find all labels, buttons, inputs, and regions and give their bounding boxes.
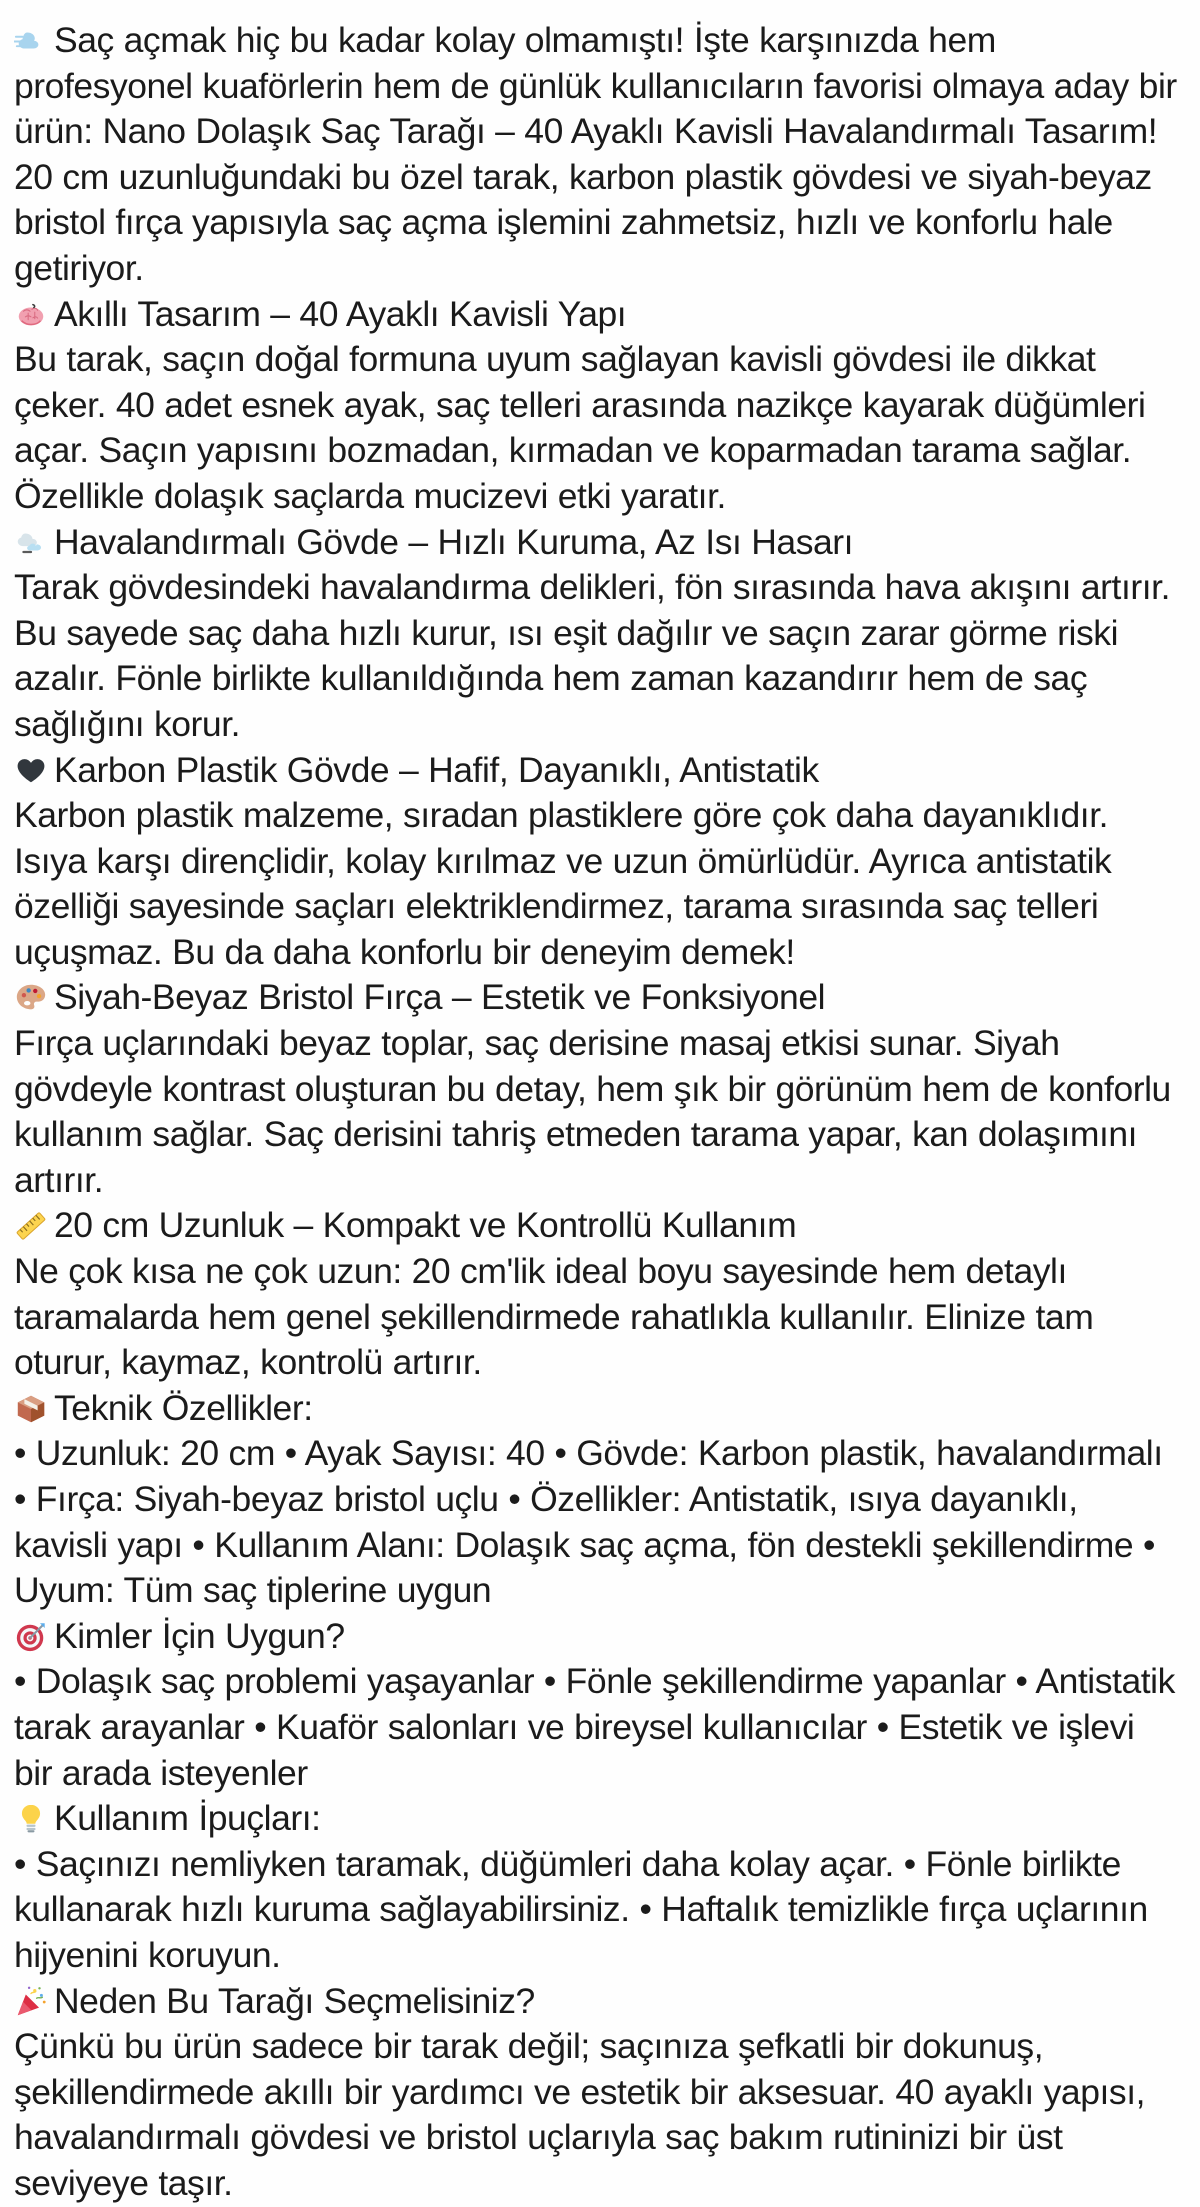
intro-text: Saç açmak hiç bu kadar kolay olmamıştı! İşte karşınızda hem profesyonel kuaförlerin hem de günlük kullanıcıların favorisi olmaya aday bir ürün: Nano Dolaşık Saç Tarağı – 40 Ayaklı Kavisli Havalandırmalı Tasarım! 20 cm uzunluğundaki bu özel tarak, karbon plastik gövdesi ve siyah-beyaz bristol fırça yapısıyla saç açma işlemini zahmetsiz, hızlı ve konforlu hale getiriyor. [14, 20, 1177, 288]
section-heading-text: Neden Bu Tarağı Seçmelisiniz? [54, 1980, 535, 2021]
section-heading-bristol-firca [14, 975, 1178, 1021]
direct-hit-icon [14, 1620, 48, 1654]
section-body-havalandirmali-govde: Tarak gövdesindeki havalandırma delikleri, fön sırasında hava akışını artırır. Bu sayede saç daha hızlı kurur, ısı eşit dağılır ve saçın zarar görme riski azalır. Fönle birlikte kullanıldığında hem zaman kazandırır hem de saç sağlığını korur. [14, 567, 1170, 744]
black-heart-icon [14, 754, 48, 788]
section-heading-text: Akıllı Tasarım – 40 Ayaklı Kavisli Yapı [54, 293, 627, 334]
section-body-kimler-icin-uygun: • Dolaşık saç problemi yaşayanlar • Fönle şekillendirme yapanlar • Antistatik tarak arayanlar • Kuaför salonları ve bireysel kullanıcılar • Estetik ve işlevi bir arada isteyenler [14, 1661, 1175, 1793]
section-heading-kimler-icin-uygun [14, 1614, 1178, 1660]
section-heading-karbon-plastik [14, 748, 1178, 794]
wind-blowing-icon [14, 526, 48, 560]
section-heading-text: Teknik Özellikler: [54, 1387, 313, 1428]
section-body-bristol-firca: Fırça uçlarındaki beyaz toplar, saç derisine masaj etkisi sunar. Siyah gövdeyle kontrast oluşturan bu detay, hem şık bir görünüm hem de konforlu kullanım sağlar. Saç derisini tahriş etmeden tarama yapar, kan dolaşımını artırır. [14, 1023, 1171, 1200]
section-heading-text: Havalandırmalı Gövde – Hızlı Kuruma, Az Isı Hasarı [54, 521, 854, 562]
brain-icon [14, 298, 48, 332]
section-heading-akilli-tasarim [14, 292, 1178, 338]
artist-palette-icon [14, 981, 48, 1015]
section-heading-kullanim-ipuclari [14, 1796, 1178, 1842]
section-heading-neden-secmelisiniz [14, 1979, 1178, 2025]
light-bulb-icon [14, 1802, 48, 1836]
section-body-neden-secmelisiniz: Çünkü bu ürün sadece bir tarak değil; saçınıza şefkatli bir dokunuş, şekillendirmede akıllı bir yardımcı ve estetik bir aksesuar. 40 ayaklı yapısı, havalandırmalı gövdesi ve bristol uçlarıyla saç bakım rutininizi bir üst seviyeye taşır. [14, 2026, 1146, 2203]
section-heading-20cm-uzunluk [14, 1203, 1178, 1249]
section-body-kullanim-ipuclari: • Saçınızı nemliyken taramak, düğümleri daha kolay açar. • Fönle birlikte kullanarak hızlı kuruma sağlayabilirsiniz. • Haftalık temizlikle fırça uçlarının hijyenini koruyun. [14, 1843, 1148, 1975]
section-heading-text: Kimler İçin Uygun? [54, 1615, 345, 1656]
section-body-teknik-ozellikler: • Uzunluk: 20 cm • Ayak Sayısı: 40 • Gövde: Karbon plastik, havalandırmalı • Fırça: Siyah-beyaz bristol uçlu • Özellikler: Antistatik, ısıya dayanıklı, kavisli yapı • Kullanım Alanı: Dolaşık saç açma, fön destekli şekillendirme • Uyum: Tüm saç tiplerine uygun [14, 1433, 1163, 1611]
straight-ruler-icon [14, 1209, 48, 1243]
section-heading-havalandirmali-govde [14, 520, 1178, 566]
section-heading-text: Kullanım İpuçları: [54, 1798, 321, 1839]
section-body-akilli-tasarim: Bu tarak, saçın doğal formuna uyum sağlayan kavisli gövdesi ile dikkat çeker. 40 adet esnek ayak, saç telleri arasında nazikçe kayarak düğümleri açar. Saçın yapısını bozmadan, kırmadan ve koparmadan tarama sağlar. Özellikle dolaşık saçlarda mucizevi etki yaratır. [14, 339, 1146, 516]
section-body-20cm-uzunluk: Ne çok kısa ne çok uzun: 20 cm'lik ideal boyu sayesinde hem detaylı taramalarda hem genel şekillendirmede rahatlıkla kullanılır. Elinize tam oturur, kaymaz, kontrolü artırır. [14, 1251, 1094, 1383]
package-icon [14, 1392, 48, 1426]
section-heading-text: Karbon Plastik Gövde – Hafif, Dayanıklı, Antistatik [54, 749, 819, 790]
section-heading-teknik-ozellikler [14, 1386, 1178, 1432]
section-heading-text: 20 cm Uzunluk – Kompakt ve Kontrollü Kullanım [54, 1205, 797, 1246]
dashing-away-icon [14, 24, 48, 58]
intro-paragraph [14, 18, 1178, 292]
party-popper-icon [14, 1985, 48, 2019]
section-body-karbon-plastik: Karbon plastik malzeme, sıradan plastiklere göre çok daha dayanıklıdır. Isıya karşı dirençlidir, kolay kırılmaz ve uzun ömürlüdür. Ayrıca antistatik özelliği sayesinde saçları elektriklendirmez, tarama sırasında saç telleri uçuşmaz. Bu da daha konforlu bir deneyim demek! [14, 795, 1112, 972]
section-heading-text: Siyah-Beyaz Bristol Fırça – Estetik ve Fonksiyonel [54, 977, 826, 1018]
